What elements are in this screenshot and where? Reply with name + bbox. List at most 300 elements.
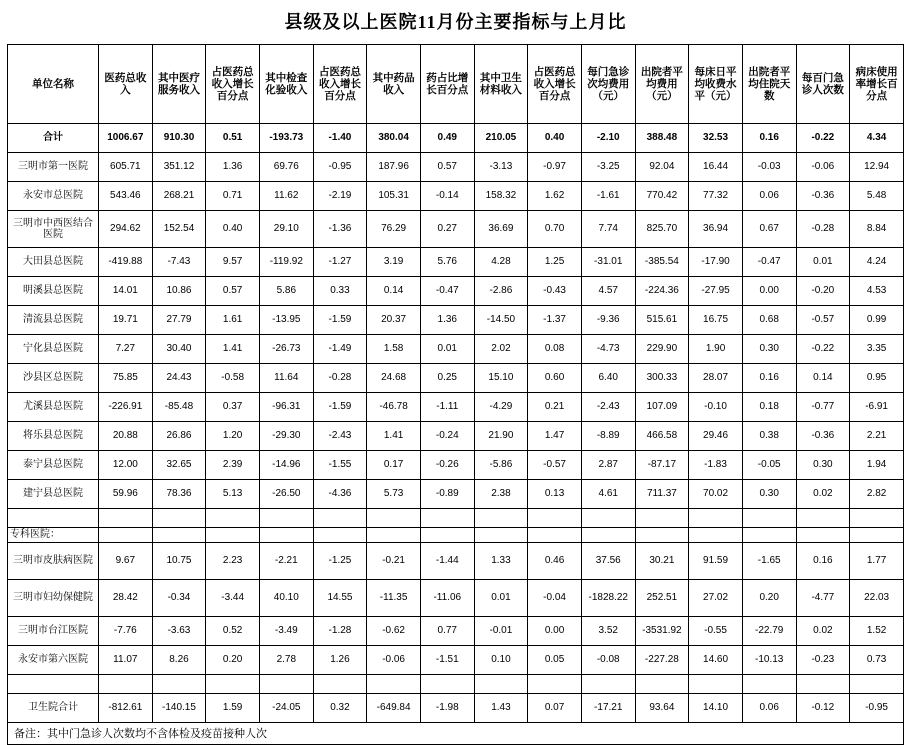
cell-value: 105.31 (367, 182, 421, 211)
cell-value: -31.01 (581, 248, 635, 277)
cell-value (850, 674, 904, 693)
cell-value: 825.70 (635, 211, 689, 248)
cell-value: 0.77 (420, 616, 474, 645)
cell-value: 252.51 (635, 579, 689, 616)
cell-value: 0.60 (528, 364, 582, 393)
cell-value: 0.16 (742, 124, 796, 153)
cell-value: 0.38 (742, 422, 796, 451)
cell-value: 0.14 (796, 364, 850, 393)
cell-value: 11.07 (99, 645, 153, 674)
cell-value (99, 528, 153, 543)
cell-value: 93.64 (635, 693, 689, 722)
cell-value: 3.52 (581, 616, 635, 645)
cell-value: -1.27 (313, 248, 367, 277)
cell-value (152, 674, 206, 693)
cell-value (796, 674, 850, 693)
cell-value: -0.47 (420, 277, 474, 306)
cell-value: 3.19 (367, 248, 421, 277)
cell-value: 3.35 (850, 335, 904, 364)
cell-value: 0.00 (528, 616, 582, 645)
row-label: 宁化县总医院 (8, 335, 99, 364)
cell-value: -0.36 (796, 182, 850, 211)
cell-value: 380.04 (367, 124, 421, 153)
cell-value: 2.38 (474, 480, 528, 509)
cell-value: -11.06 (420, 579, 474, 616)
cell-value: -226.91 (99, 393, 153, 422)
cell-value: 29.46 (689, 422, 743, 451)
cell-value: -0.77 (796, 393, 850, 422)
cell-value: 36.94 (689, 211, 743, 248)
cell-value: 30.21 (635, 542, 689, 579)
row-label: 三明市台江医院 (8, 616, 99, 645)
cell-value: 210.05 (474, 124, 528, 153)
cell-value: -2.86 (474, 277, 528, 306)
cell-value: 388.48 (635, 124, 689, 153)
cell-value: -4.77 (796, 579, 850, 616)
cell-value (259, 674, 313, 693)
cell-value: 2.02 (474, 335, 528, 364)
cell-value: 0.20 (742, 579, 796, 616)
cell-value (689, 674, 743, 693)
cell-value: -0.57 (796, 306, 850, 335)
cell-value: 0.30 (742, 335, 796, 364)
cell-value: -0.89 (420, 480, 474, 509)
cell-value: 1.26 (313, 645, 367, 674)
cell-value: 0.02 (796, 616, 850, 645)
cell-value (99, 674, 153, 693)
cell-value: -4.73 (581, 335, 635, 364)
cell-value: 10.86 (152, 277, 206, 306)
cell-value: -4.29 (474, 393, 528, 422)
cell-value: -1.59 (313, 306, 367, 335)
cell-value: -0.62 (367, 616, 421, 645)
section-label: 专科医院： (8, 528, 99, 543)
cell-value: -1.28 (313, 616, 367, 645)
cell-value: 0.52 (206, 616, 260, 645)
cell-value: -0.05 (742, 451, 796, 480)
cell-value (850, 509, 904, 528)
cell-value: -0.58 (206, 364, 260, 393)
cell-value: 1.77 (850, 542, 904, 579)
cell-value: 22.03 (850, 579, 904, 616)
cell-value: 4.24 (850, 248, 904, 277)
cell-value: -1.61 (581, 182, 635, 211)
cell-value: 75.85 (99, 364, 153, 393)
row-label (8, 509, 99, 528)
cell-value: 14.10 (689, 693, 743, 722)
cell-value: 0.16 (742, 364, 796, 393)
cell-value: -29.30 (259, 422, 313, 451)
column-header-inpatient-avg-cost: 出院者平均费用（元） (635, 45, 689, 124)
cell-value (313, 528, 367, 543)
cell-value: -1828.22 (581, 579, 635, 616)
cell-value: 300.33 (635, 364, 689, 393)
cell-value: -0.28 (796, 211, 850, 248)
cell-value: 2.87 (581, 451, 635, 480)
cell-value: -0.03 (742, 153, 796, 182)
cell-value (367, 674, 421, 693)
cell-value: 9.57 (206, 248, 260, 277)
cell-value: 7.74 (581, 211, 635, 248)
cell-value: 77.32 (689, 182, 743, 211)
cell-value: 8.26 (152, 645, 206, 674)
page-title: 县级及以上医院11月份主要指标与上月比 (284, 12, 627, 32)
cell-value: 1.33 (474, 542, 528, 579)
cell-value: 351.12 (152, 153, 206, 182)
cell-value: 16.44 (689, 153, 743, 182)
cell-value: 9.67 (99, 542, 153, 579)
cell-value: 29.10 (259, 211, 313, 248)
cell-value: 711.37 (635, 480, 689, 509)
row-label: 明溪县总医院 (8, 277, 99, 306)
cell-value (474, 528, 528, 543)
cell-value: 0.67 (742, 211, 796, 248)
header-row (8, 45, 904, 124)
cell-value: 28.07 (689, 364, 743, 393)
cell-value: 1.61 (206, 306, 260, 335)
cell-value (313, 509, 367, 528)
table-row (8, 182, 904, 211)
cell-value: 294.62 (99, 211, 153, 248)
cell-value: -1.59 (313, 393, 367, 422)
cell-value: -1.51 (420, 645, 474, 674)
column-header-total-revenue: 医药总收入 (99, 45, 153, 124)
cell-value (313, 674, 367, 693)
cell-value: 0.57 (206, 277, 260, 306)
cell-value: 11.62 (259, 182, 313, 211)
footnote: 备注：其中门急诊人次数均不含体检及疫苗接种人次 (7, 723, 904, 745)
cell-value: 910.30 (152, 124, 206, 153)
cell-value: -3531.92 (635, 616, 689, 645)
cell-value: -1.37 (528, 306, 582, 335)
cell-value: 5.48 (850, 182, 904, 211)
cell-value: 268.21 (152, 182, 206, 211)
cell-value: 0.16 (796, 542, 850, 579)
cell-value: 6.40 (581, 364, 635, 393)
cell-value: -2.43 (581, 393, 635, 422)
cell-value: 12.00 (99, 451, 153, 480)
cell-value: -9.36 (581, 306, 635, 335)
cell-value: -0.95 (850, 693, 904, 722)
cell-value: 5.13 (206, 480, 260, 509)
table-row (8, 211, 904, 248)
table-row (8, 306, 904, 335)
cell-value: 2.82 (850, 480, 904, 509)
cell-value: -0.23 (796, 645, 850, 674)
cell-value (420, 528, 474, 543)
cell-value: -3.13 (474, 153, 528, 182)
row-label: 永安市总医院 (8, 182, 99, 211)
table-row (8, 451, 904, 480)
table-row (8, 335, 904, 364)
column-header-exam-share-pp: 占医药总收入增长百分点 (313, 45, 367, 124)
cell-value: -4.36 (313, 480, 367, 509)
table-row (8, 616, 904, 645)
cell-value: 28.42 (99, 579, 153, 616)
cell-value: -1.40 (313, 124, 367, 153)
cell-value: -27.95 (689, 277, 743, 306)
cell-value: -3.63 (152, 616, 206, 645)
cell-value: 0.13 (528, 480, 582, 509)
cell-value (850, 528, 904, 543)
cell-value: 1.20 (206, 422, 260, 451)
table-row-spacer (8, 674, 904, 693)
column-header-unit-name: 单位名称 (8, 45, 99, 124)
cell-value: 0.46 (528, 542, 582, 579)
cell-value: -7.76 (99, 616, 153, 645)
cell-value: -1.49 (313, 335, 367, 364)
row-label: 清流县总医院 (8, 306, 99, 335)
cell-value: 37.56 (581, 542, 635, 579)
cell-value: 0.06 (742, 182, 796, 211)
cell-value (689, 509, 743, 528)
table-row (8, 153, 904, 182)
cell-value (742, 674, 796, 693)
cell-value: -119.92 (259, 248, 313, 277)
cell-value: 2.39 (206, 451, 260, 480)
column-header-bed-day-avg-charge: 每床日平均收费水平（元） (689, 45, 743, 124)
row-label: 三明市第一医院 (8, 153, 99, 182)
cell-value: 0.99 (850, 306, 904, 335)
cell-value: 10.75 (152, 542, 206, 579)
cell-value: 0.01 (474, 579, 528, 616)
cell-value: 40.10 (259, 579, 313, 616)
cell-value: 70.02 (689, 480, 743, 509)
row-label: 尤溪县总医院 (8, 393, 99, 422)
cell-value: 0.08 (528, 335, 582, 364)
cell-value: 2.78 (259, 645, 313, 674)
cell-value: 515.61 (635, 306, 689, 335)
cell-value: -2.21 (259, 542, 313, 579)
cell-value: -24.05 (259, 693, 313, 722)
cell-value: 107.09 (635, 393, 689, 422)
cell-value: 4.57 (581, 277, 635, 306)
cell-value: 20.88 (99, 422, 153, 451)
cell-value: 0.40 (528, 124, 582, 153)
cell-value: 0.05 (528, 645, 582, 674)
table-body (8, 124, 904, 723)
cell-value: -1.11 (420, 393, 474, 422)
cell-value (689, 528, 743, 543)
column-header-medical-service-revenue: 其中医疗服务收入 (152, 45, 206, 124)
cell-value: 770.42 (635, 182, 689, 211)
cell-value (635, 528, 689, 543)
cell-value: -14.50 (474, 306, 528, 335)
cell-value: -1.98 (420, 693, 474, 722)
cell-value: -227.28 (635, 645, 689, 674)
cell-value (796, 528, 850, 543)
table-row (8, 124, 904, 153)
cell-value: 59.96 (99, 480, 153, 509)
cell-value: -0.12 (796, 693, 850, 722)
cell-value: 91.59 (689, 542, 743, 579)
cell-value: -22.79 (742, 616, 796, 645)
column-header-service-share-pp: 占医药总收入增长百分点 (206, 45, 260, 124)
cell-value: -3.44 (206, 579, 260, 616)
cell-value: 36.69 (474, 211, 528, 248)
table-row (8, 579, 904, 616)
column-header-per-hundred-visits: 每百门急诊人次数 (796, 45, 850, 124)
table-row (8, 422, 904, 451)
cell-value (206, 674, 260, 693)
row-label: 卫生院合计 (8, 693, 99, 722)
cell-value: -13.95 (259, 306, 313, 335)
cell-value: 27.02 (689, 579, 743, 616)
cell-value: 0.06 (742, 693, 796, 722)
cell-value: 466.58 (635, 422, 689, 451)
cell-value: 32.53 (689, 124, 743, 153)
cell-value: 1.41 (367, 422, 421, 451)
column-header-material-revenue: 其中卫生材料收入 (474, 45, 528, 124)
table-row (8, 693, 904, 722)
cell-value: 0.25 (420, 364, 474, 393)
cell-value: -26.73 (259, 335, 313, 364)
cell-value: 5.76 (420, 248, 474, 277)
row-label: 三明市皮肤病医院 (8, 542, 99, 579)
cell-value: 0.01 (796, 248, 850, 277)
cell-value (259, 528, 313, 543)
cell-value: -5.86 (474, 451, 528, 480)
cell-value (99, 509, 153, 528)
cell-value: -96.31 (259, 393, 313, 422)
cell-value: -0.43 (528, 277, 582, 306)
cell-value: 1.62 (528, 182, 582, 211)
cell-value: -1.25 (313, 542, 367, 579)
column-header-outpatient-avg-cost: 每门急诊次均费用（元） (581, 45, 635, 124)
cell-value: 1.58 (367, 335, 421, 364)
cell-value: 0.14 (367, 277, 421, 306)
cell-value: 187.96 (367, 153, 421, 182)
cell-value: 1.90 (689, 335, 743, 364)
cell-value: 1.41 (206, 335, 260, 364)
cell-value: -0.04 (528, 579, 582, 616)
cell-value (635, 674, 689, 693)
cell-value: -85.48 (152, 393, 206, 422)
table-row (8, 480, 904, 509)
row-label: 建宁县总医院 (8, 480, 99, 509)
cell-value: -14.96 (259, 451, 313, 480)
cell-value: -385.54 (635, 248, 689, 277)
row-label: 合计 (8, 124, 99, 153)
cell-value: -17.21 (581, 693, 635, 722)
row-label (8, 674, 99, 693)
cell-value: 4.61 (581, 480, 635, 509)
cell-value: -0.22 (796, 124, 850, 153)
cell-value (581, 528, 635, 543)
table-row (8, 248, 904, 277)
table-row (8, 393, 904, 422)
cell-value: 543.46 (99, 182, 153, 211)
cell-value: 0.33 (313, 277, 367, 306)
cell-value: -0.06 (367, 645, 421, 674)
cell-value: 12.94 (850, 153, 904, 182)
cell-value (152, 509, 206, 528)
cell-value: 0.07 (528, 693, 582, 722)
cell-value: 2.23 (206, 542, 260, 579)
cell-value: -26.50 (259, 480, 313, 509)
column-header-bed-use-rate-pp: 病床使用率增长百分点 (850, 45, 904, 124)
cell-value: -0.26 (420, 451, 474, 480)
cell-value (581, 674, 635, 693)
row-label: 三明市中西医结合医院 (8, 211, 99, 248)
cell-value: 69.76 (259, 153, 313, 182)
cell-value (367, 509, 421, 528)
cell-value (581, 509, 635, 528)
cell-value: 152.54 (152, 211, 206, 248)
cell-value: -0.20 (796, 277, 850, 306)
cell-value: -2.43 (313, 422, 367, 451)
cell-value: 0.17 (367, 451, 421, 480)
cell-value: 229.90 (635, 335, 689, 364)
cell-value: 8.84 (850, 211, 904, 248)
cell-value: 0.21 (528, 393, 582, 422)
cell-value: -10.13 (742, 645, 796, 674)
cell-value: 0.10 (474, 645, 528, 674)
cell-value: 14.01 (99, 277, 153, 306)
cell-value: 605.71 (99, 153, 153, 182)
cell-value: 14.60 (689, 645, 743, 674)
cell-value: 0.73 (850, 645, 904, 674)
cell-value: -0.14 (420, 182, 474, 211)
cell-value: 1.47 (528, 422, 582, 451)
indicators-table (7, 44, 904, 723)
cell-value: 0.95 (850, 364, 904, 393)
cell-value: -193.73 (259, 124, 313, 153)
cell-value: 14.55 (313, 579, 367, 616)
cell-value: -0.57 (528, 451, 582, 480)
cell-value: 11.64 (259, 364, 313, 393)
cell-value (206, 528, 260, 543)
cell-value: -46.78 (367, 393, 421, 422)
cell-value: -0.55 (689, 616, 743, 645)
cell-value: 0.27 (420, 211, 474, 248)
cell-value: -7.43 (152, 248, 206, 277)
cell-value: -419.88 (99, 248, 153, 277)
cell-value (420, 509, 474, 528)
cell-value: -0.10 (689, 393, 743, 422)
table-row (8, 542, 904, 579)
cell-value: -649.84 (367, 693, 421, 722)
cell-value: 26.86 (152, 422, 206, 451)
cell-value: 0.30 (796, 451, 850, 480)
cell-value: 5.86 (259, 277, 313, 306)
cell-value: -1.36 (313, 211, 367, 248)
cell-value (259, 509, 313, 528)
cell-value (367, 528, 421, 543)
column-header-exam-lab-revenue: 其中检查化验收入 (259, 45, 313, 124)
column-header-avg-length-of-stay: 出院者平均住院天数 (742, 45, 796, 124)
cell-value: -3.25 (581, 153, 635, 182)
cell-value: 15.10 (474, 364, 528, 393)
cell-value: 0.30 (742, 480, 796, 509)
cell-value: 0.18 (742, 393, 796, 422)
cell-value: 0.37 (206, 393, 260, 422)
cell-value: 27.79 (152, 306, 206, 335)
cell-value: -0.28 (313, 364, 367, 393)
table-row (8, 364, 904, 393)
cell-value: 30.40 (152, 335, 206, 364)
table-header (8, 45, 904, 124)
cell-value: 24.68 (367, 364, 421, 393)
cell-value: 158.32 (474, 182, 528, 211)
cell-value (206, 509, 260, 528)
cell-value: 19.71 (99, 306, 153, 335)
cell-value: 0.51 (206, 124, 260, 153)
cell-value: -1.55 (313, 451, 367, 480)
cell-value: -2.10 (581, 124, 635, 153)
cell-value: 1.43 (474, 693, 528, 722)
cell-value (796, 509, 850, 528)
